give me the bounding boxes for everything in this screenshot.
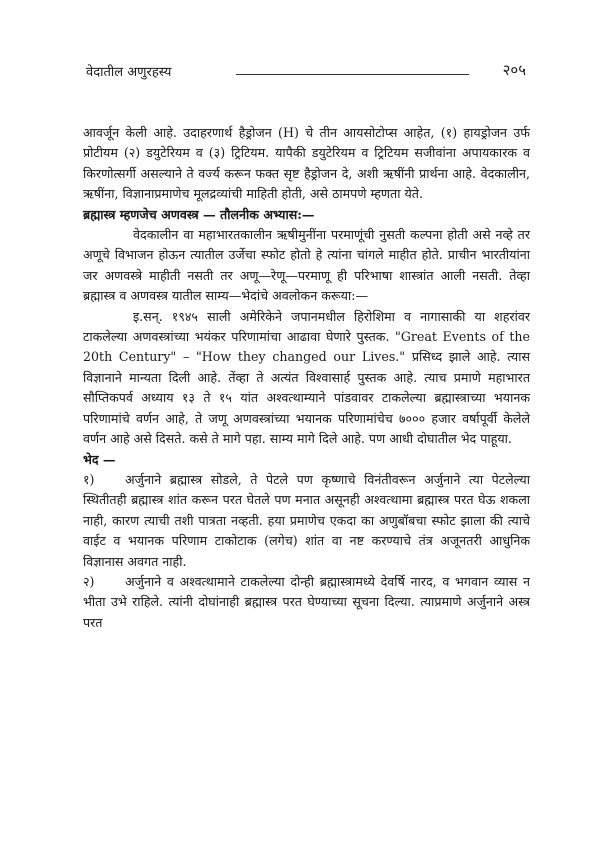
- section-heading: भेद —: [83, 451, 116, 467]
- list-number: २): [83, 573, 95, 589]
- list-text: अर्जुनाने ब्रह्मास्त्र सोडले, ते पेटले पण कृष्णाचे विनंतीवरून अर्जुनाने त्या पेटलेल्या स्थितीतही ब्रह्मास्त्र शांत करून परत घेतले पण मनात असूनही अश्वत्थामा ब्रह्मास्त्र परत घेऊ शकला नाही, कारण त्याची तशी पात्रता नव्हती. हया प्रमाणेच एकदा का अणुबॉबचा स्फोट झाला की त्याचे वाईट व भयानक परिणाम टाकोटाक (लगेच) शांत वा नष्ट करण्याचे तंत्र अजूनतरी आधुनिक विज्ञानास अवगत नाही.: [83, 471, 530, 569]
- section-heading: ब्रह्मास्त्र म्हणजेच अणवस्त्र — तौलनीक अभ्यास:—: [83, 206, 315, 222]
- paragraph: इ.सन्. १९४५ साली अमेरिकेने जपानमधील हिरोशिमा व नागासाकी या शहरांवर टाकलेल्या अणवस्त्रांच्या भयंकर परिणामांचा आढावा घेणारे पुस्तक. "Great Events of the 20th Century" – "How they changed our Lives." प्रसिध्द झाले आहे. त्यास विज्ञानाने मान्यता दिली आहे. तेंव्हा ते अत्यंत विश्वासार्ह पुस्तक आहे. त्याच प्रमाणे महाभारत सौप्तिकपर्व अध्याय १३ ते १५ यांत अश्वत्थाम्याने पांडवावर टाकलेल्या ब्रह्मास्त्राच्या भयानक परिणामांचे वर्णन आहे, ते जणू अणवस्त्रांच्या भयानक परिणामांचेच ७००० हजार वर्षापूर्वी केलेले वर्णन आहे असे दिसते. कसे ते मागे पहा. साम्य मागे दिले आहे. पण आधी दोघातील भेद पाहूया.: [83, 308, 530, 447]
- paragraph: आवर्जून केली आहे. उदाहरणार्थ हैड्रोजन (H) चे तीन आयसोटोप्स आहेत, (१) हायड्रोजन उर्फ प्रोटीयम (२) डयुटेरियम व (३) ट्रिटियम. यापैकी डयुटेरियम व ट्रिटियम सजीवांना अपायकारक व किरणोत्सर्गी असल्याने ते वर्ज्य करून फक्त सृष्ट हैड्रोजन दे, अशी ऋषींनी प्रार्थना आहे. वेदकालीन, ऋषींना, विज्ञानाप्रमाणेच मूलद्रव्यांची माहिती होती, असे ठामपणे म्हणता येते.: [83, 125, 530, 202]
- running-title: वेदातील अणुरहस्य: [86, 65, 172, 80]
- list-number: १): [83, 471, 95, 487]
- page-header: [86, 62, 526, 82]
- page-number: २०५: [502, 61, 526, 79]
- list-item: [83, 470, 530, 572]
- header-rule: [236, 74, 469, 75]
- list-text: अर्जुनाने व अश्वत्थामाने टाकलेल्या दोन्ही ब्रह्मास्त्रामध्ये देवर्षि नारद, व भगवान व्यास न भीता उभे राहिले. त्यांनी दोघांनाही ब्रह्मास्त्र परत घेण्याच्या सूचना दिल्या. त्याप्रमाणे अर्जुनाने अस्त्र परत: [83, 573, 530, 630]
- body-text: [83, 123, 530, 633]
- paragraph: वेदकालीन वा महाभारतकालीन ऋषीमुनींना परमाणूंची नुसती कल्पना होती असे नव्हे तर अणूचे विभाजन होऊन त्यातील उर्जेचा स्फोट होतो हे त्यांना चांगले माहीत होते. प्राचीन भारतीयांना जर अणवस्त्रे माहीती नसती तर अणू—रेणू—परमाणू ही परिभाषा शास्त्रांत आली नसती. तेव्हा ब्रह्मास्त्र व अणवस्त्र यातील साम्य—भेदांचे अवलोकन करूया:—: [83, 227, 530, 304]
- list-item: [83, 572, 530, 633]
